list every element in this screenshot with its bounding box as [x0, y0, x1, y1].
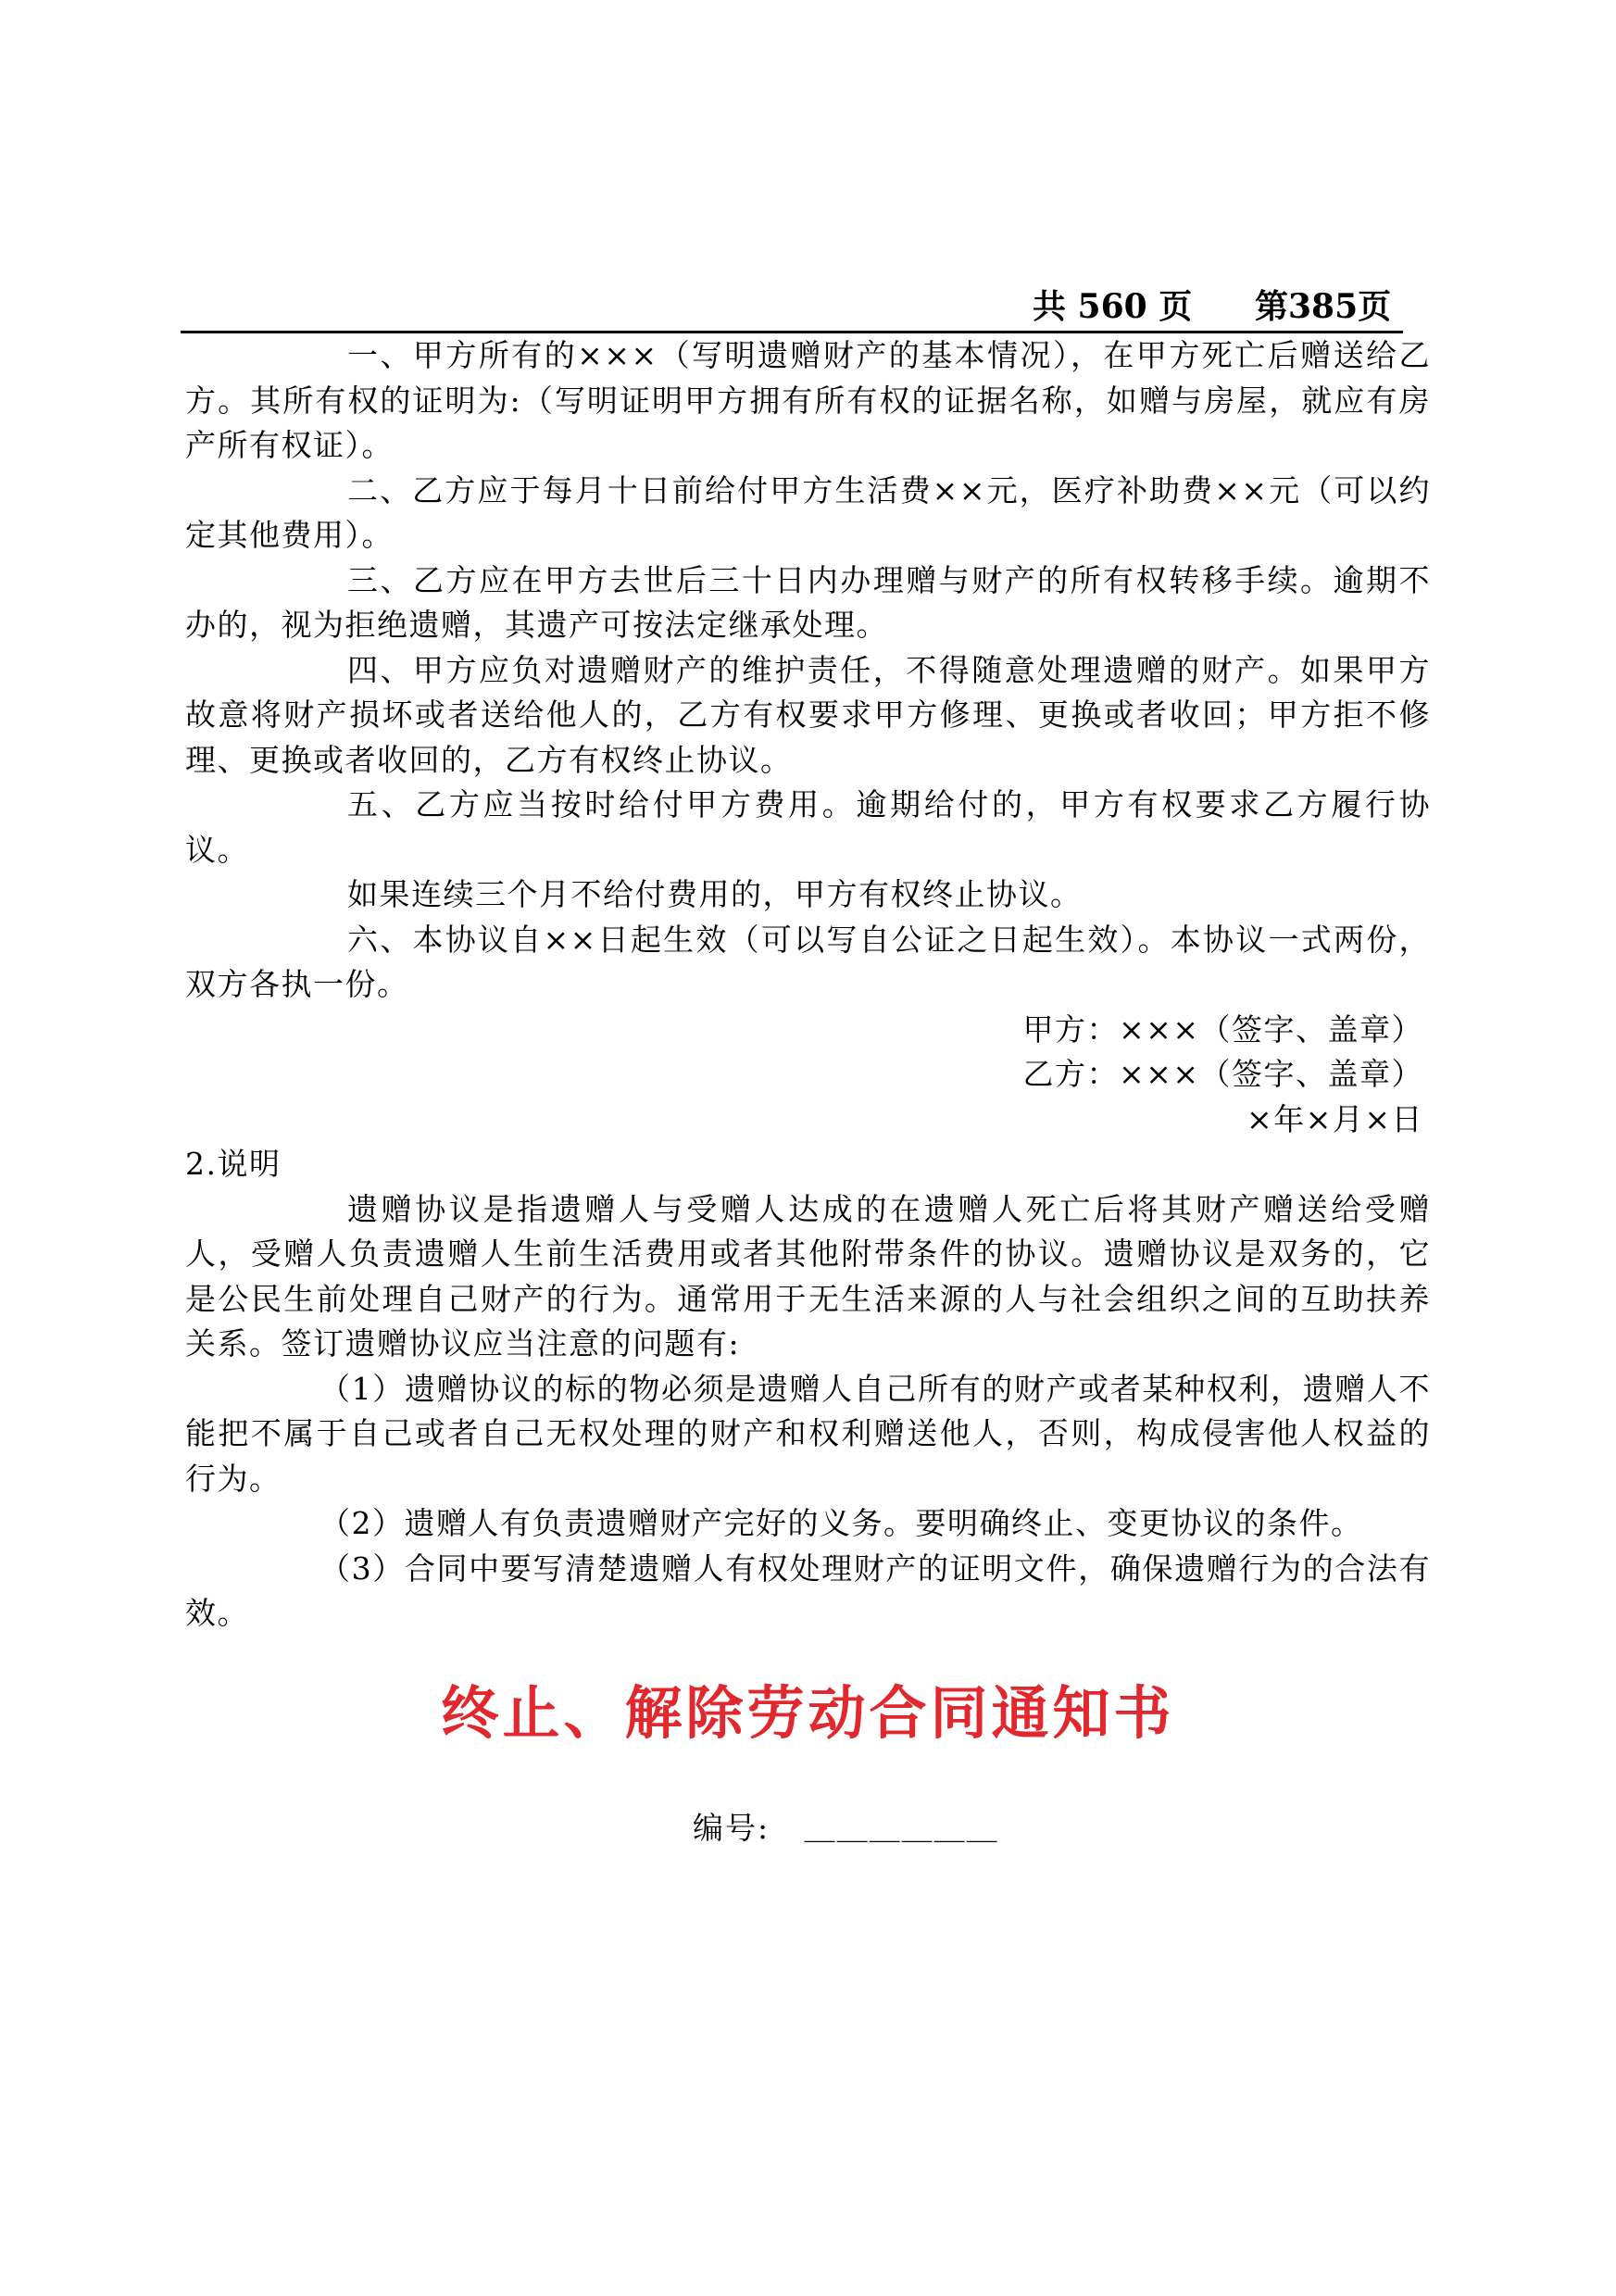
clause-2: 二、乙方应于每月十日前给付甲方生活费××元，医疗补助费××元（可以约定其他费用）。 — [185, 471, 1431, 553]
clause-5: 五、乙方应当按时给付甲方费用。逾期给付的，甲方有权要求乙方履行协议。 — [185, 786, 1431, 868]
signature-date: ×年×月×日 — [1246, 1100, 1423, 1137]
explanation-intro: 遗赠协议是指遗赠人与受赠人达成的在遗赠人死亡后将其财产赠送给受赠人，受赠人负责遗赠人生前生活费用或者其他附带条件的协议。遗赠协议是双务的，它是公民生前处理自己财产的行为。通常用于无生活来源的人与社会组织之间的互助扶养关系。签订遗赠协议应当注意的问题有: — [185, 1190, 1431, 1361]
page-header — [181, 282, 1403, 333]
explanation-heading: 2.说明 — [185, 1146, 282, 1182]
signature-party-a: 甲方：×××（签字、盖章） — [1022, 1010, 1423, 1048]
total-pages: 共 560 页 — [1033, 287, 1193, 326]
signature-party-b: 乙方：×××（签字、盖章） — [1022, 1056, 1423, 1092]
explanation-item-2: （2）遗赠人有负责遗赠财产完好的义务。要明确终止、变更协议的条件。 — [319, 1505, 1363, 1541]
explanation-item-1: （1）遗赠协议的标的物必须是遗赠人自己所有的财产或者某种权利，遗赠人不能把不属于自己或者自己无权处理的财产和权利赠送他人，否则，构成侵害他人权益的行为。 — [185, 1370, 1431, 1497]
current-page: 第385页 — [1255, 287, 1392, 326]
clause-1: 一、甲方所有的×××（写明遗赠财产的基本情况），在甲方死亡后赠送给乙方。其所有权的证明为:（写明证明甲方拥有所有权的证据名称，如赠与房屋，就应有房产所有权证）。 — [185, 337, 1431, 463]
clause-6: 六、本协议自××日起生效（可以写自公证之日起生效）。本协议一式两份，双方各执一份。 — [185, 921, 1431, 1002]
notice-number — [693, 1806, 999, 1851]
number-blank: ＿＿＿＿＿＿ — [804, 1810, 999, 1846]
clause-3: 三、乙方应在甲方去世后三十日内办理赠与财产的所有权转移手续。逾期不办的，视为拒绝遗赠，其遗产可按法定继承处理。 — [185, 561, 1431, 643]
clause-4: 四、甲方应负对遗赠财产的维护责任，不得随意处理遗赠的财产。如果甲方故意将财产损坏或者送给他人的，乙方有权要求甲方修理、更换或者收回；甲方拒不修理、更换或者收回的，乙方有权终止协议。 — [185, 651, 1431, 778]
notice-title: 终止、解除劳动合同通知书 — [441, 1679, 1175, 1747]
clause-5-addendum: 如果连续三个月不给付费用的，甲方有权终止协议。 — [347, 876, 1083, 912]
explanation-item-3: （3）合同中要写清楚遗赠人有权处理财产的证明文件，确保遗赠行为的合法有效。 — [185, 1549, 1431, 1631]
document-body — [185, 333, 1431, 1637]
number-label: 编号: — [693, 1810, 770, 1846]
